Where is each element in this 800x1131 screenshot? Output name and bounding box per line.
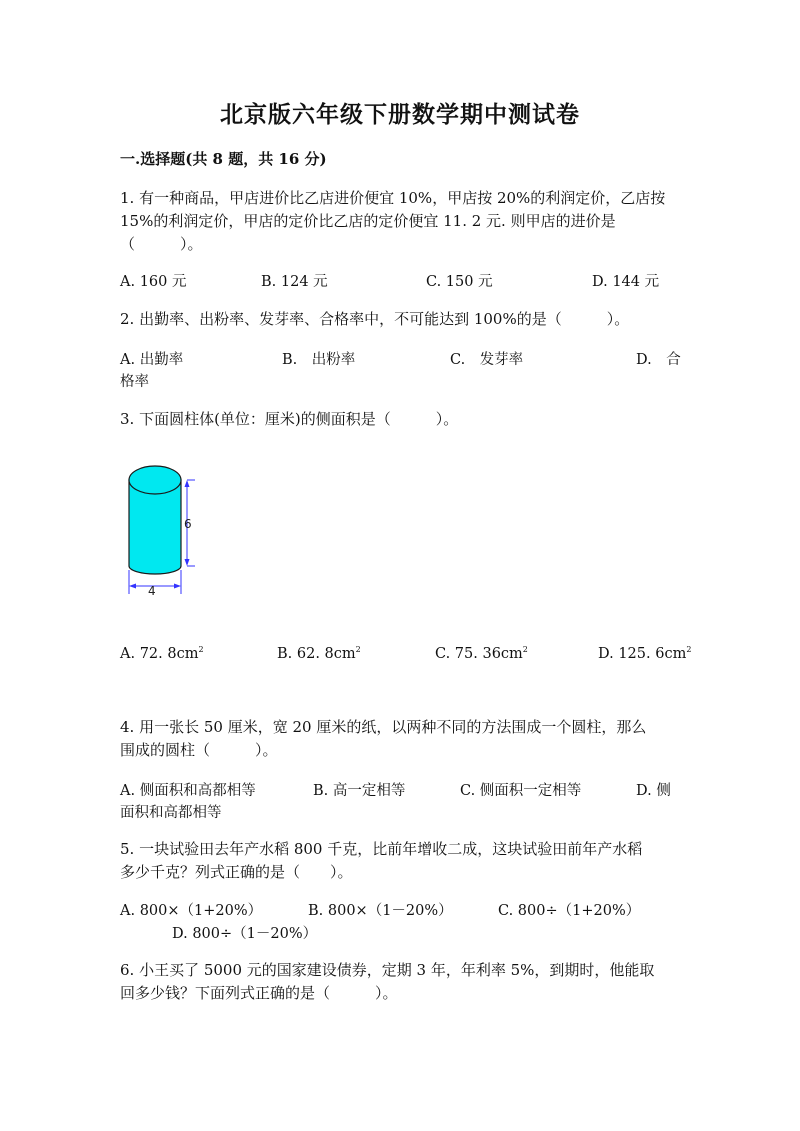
question-4-line-1: 4. 用一张长 50 厘米，宽 20 厘米的纸，以两种不同的方法围成一个圆柱，那么 — [120, 718, 647, 736]
unit-sup: 2 — [686, 645, 692, 654]
diameter-label: 4 — [148, 584, 156, 598]
question-2-line-1: 2. 出勤率、出粉率、发芽率、合格率中，不可能达到 100%的是（ ）。 — [120, 310, 630, 328]
option-d-wrap: 面积和高都相等 — [120, 805, 222, 821]
section-heading: 一.选择题(共 8 题，共 16 分) — [120, 150, 327, 168]
option-b[interactable]: B. 出粉率 — [282, 352, 356, 368]
unit-sup: 2 — [522, 645, 528, 654]
option-a-text: A. 72. 8cm — [120, 645, 199, 662]
cylinder-top — [129, 466, 181, 494]
unit-sup: 2 — [198, 645, 204, 654]
option-b[interactable]: B. 高一定相等 — [313, 783, 406, 799]
unit-sup: 2 — [355, 645, 361, 654]
question-5-line-1: 5. 一块试验田去年产水稻 800 千克，比前年增收二成，这块试验田前年产水稻 — [120, 840, 643, 858]
option-a[interactable]: A. 800×（1+20%） — [120, 903, 263, 919]
option-c-text: C. 75. 36cm — [435, 645, 523, 662]
height-label: 6 — [184, 517, 192, 531]
option-b[interactable]: B. 800×（1－20%） — [308, 903, 453, 919]
question-6-line-1: 6. 小王买了 5000 元的国家建设债券，定期 3 年，年利率 5%，到期时，他能取 — [120, 961, 655, 979]
option-b[interactable] — [277, 645, 361, 662]
question-5-line-2: 多少千克？列式正确的是（ ）。 — [120, 863, 353, 881]
question-3-line-1: 3. 下面圆柱体(单位：厘米)的侧面积是（ ）。 — [120, 410, 459, 428]
option-a[interactable]: A. 出勤率 — [120, 352, 184, 368]
option-d[interactable]: D. 800÷（1－20%） — [172, 926, 318, 942]
option-a[interactable]: A. 侧面积和高都相等 — [120, 783, 256, 799]
page-title: 北京版六年级下册数学期中测试卷 — [220, 101, 580, 128]
option-b-text: B. 62. 8cm — [277, 645, 356, 662]
option-c[interactable]: C. 150 元 — [426, 274, 493, 290]
option-d[interactable]: D. 144 元 — [592, 274, 660, 290]
option-c[interactable]: C. 侧面积一定相等 — [460, 783, 582, 799]
question-6-line-2: 回多少钱？下面列式正确的是（ ）。 — [120, 984, 398, 1002]
question-1-line-2: 15%的利润定价，甲店的定价比乙店的定价便宜 11. 2 元. 则甲店的进价是 — [120, 212, 616, 230]
cylinder-figure — [115, 458, 215, 603]
option-c[interactable]: C. 800÷（1+20%） — [498, 903, 641, 919]
option-a[interactable] — [120, 645, 204, 662]
option-d[interactable]: D. 合 — [636, 352, 681, 368]
option-a[interactable]: A. 160 元 — [120, 274, 187, 290]
option-b[interactable]: B. 124 元 — [261, 274, 328, 290]
option-d[interactable]: D. 侧 — [636, 783, 671, 799]
option-c[interactable]: C. 发芽率 — [450, 352, 524, 368]
option-d[interactable] — [598, 645, 691, 662]
question-1-line-3: （ ）。 — [120, 235, 203, 253]
question-4-line-2: 围成的圆柱（ ）。 — [120, 741, 278, 759]
question-1-line-1: 1. 有一种商品，甲店进价比乙店进价便宜 10%，甲店按 20%的利润定价，乙店按 — [120, 189, 666, 207]
option-d-text: D. 125. 6cm — [598, 645, 687, 662]
option-d-wrap: 格率 — [120, 374, 149, 390]
option-c[interactable] — [435, 645, 528, 662]
